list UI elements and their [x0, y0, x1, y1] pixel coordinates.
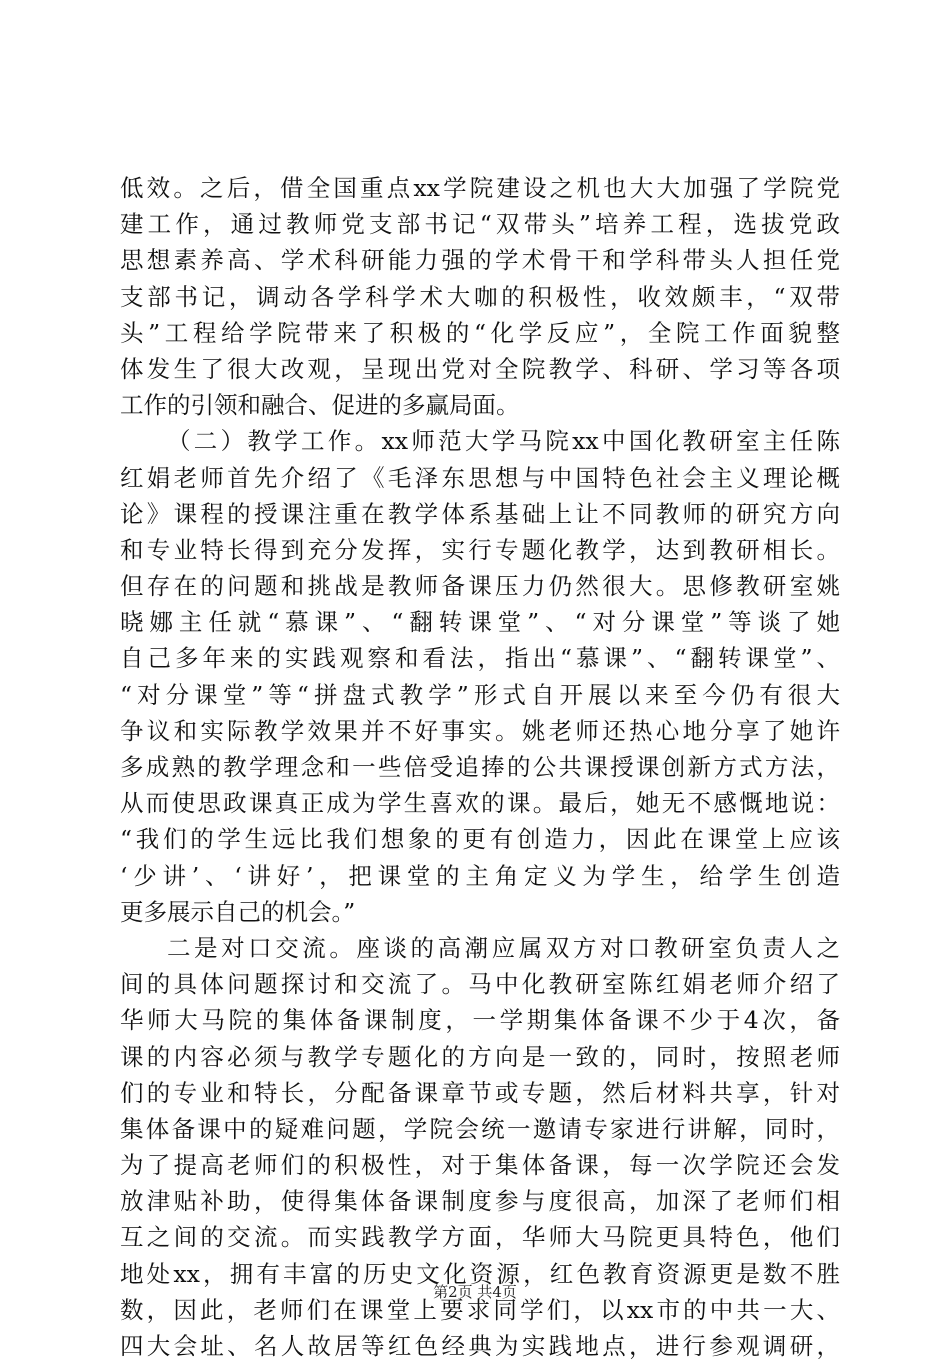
text-line: 低效。之后，借全国重点xx学院建设之机也大大加强了学院党: [120, 174, 840, 202]
text-line: 更多展示自己的机会。”: [120, 897, 356, 926]
text-line: 地处xx，拥有丰富的历史文化资源，红色教育资源更是数不胜: [120, 1259, 840, 1288]
text-line: 建工作，通过教师党支部书记“双带头”培养工程，选拔党政: [120, 210, 840, 239]
text-line: 互之间的交流。而实践教学方面，华师大马院更具特色，他们: [120, 1223, 840, 1252]
text-line: 工作的引领和融合、促进的多赢局面。: [120, 391, 520, 420]
text-line: 思想素养高、学术科研能力强的学术骨干和学科带头人担任党: [120, 246, 840, 275]
text-line: 们的专业和特长，分配备课章节或专题，然后材料共享，针对: [120, 1078, 840, 1107]
text-line: 华师大马院的集体备课制度，一学期集体备课不少于4次，备: [120, 1006, 840, 1035]
text-line: 多成熟的教学理念和一些倍受追捧的公共课授课创新方式方法，: [120, 753, 840, 781]
text-line: 放津贴补助，使得集体备课制度参与度很高，加深了老师们相: [120, 1187, 840, 1216]
text-line: 自己多年来的实践观察和看法，指出“慕课”、“翻转课堂”、: [120, 644, 840, 673]
page-footer: 第2页 共4页: [433, 1283, 517, 1301]
text-line: 间的具体问题探讨和交流了。马中化教研室陈红娟老师介绍了: [120, 970, 840, 999]
text-line: 头”工程给学院带来了积极的“化学反应”，全院工作面貌整: [120, 318, 840, 347]
body-text: [120, 170, 840, 1364]
text-line: 课的内容必须与教学专题化的方向是一致的，同时，按照老师: [120, 1042, 840, 1071]
text-line: 和专业特长得到充分发挥，实行专题化教学，达到教研相长。: [120, 535, 840, 564]
text-line: 从而使思政课真正成为学生喜欢的课。最后，她无不感慨地说：: [120, 789, 840, 818]
text-line: 集体备课中的疑难问题，学院会统一邀请专家进行讲解，同时，: [120, 1114, 840, 1143]
text-line: 支部书记，调动各学科学术大咖的积极性，收效颇丰，“双带: [120, 282, 840, 311]
text-line: 四大会址、名人故居等红色经典为实践地点，进行参观调研，: [120, 1332, 840, 1360]
text-line: 但存在的问题和挑战是教师备课压力仍然很大。思修教研室姚: [120, 572, 840, 601]
text-line: 晓娜主任就“慕课”、“翻转课堂”、“对分课堂”等谈了她: [120, 608, 840, 637]
text-line: （二）教学工作。xx师范大学马院xx中国化教研室主任陈: [167, 427, 840, 456]
text-line: 论》课程的授课注重在教学体系基础上让不同教师的研究方向: [120, 499, 840, 528]
text-line: 争议和实际教学效果并不好事实。姚老师还热心地分享了她许: [120, 716, 840, 745]
text-line: ‘少讲’、‘讲好’，把课堂的主角定义为学生，给学生创造: [120, 861, 840, 890]
text-line: 体发生了很大改观，呈现出党对全院教学、科研、学习等各项: [120, 354, 840, 383]
text-line: “我们的学生远比我们想象的更有创造力，因此在课堂上应该: [120, 825, 840, 854]
text-line: 二是对口交流。座谈的高潮应属双方对口教研室负责人之: [167, 933, 840, 962]
text-line: “对分课堂”等“拼盘式教学”形式自开展以来至今仍有很大: [120, 680, 840, 709]
text-line: 红娟老师首先介绍了《毛泽东思想与中国特色社会主义理论概: [120, 463, 840, 492]
text-line: 数，因此，老师们在课堂上要求同学们，以xx市的中共一大、: [120, 1295, 840, 1324]
text-line: 为了提高老师们的积极性，对于集体备课，每一次学院还会发: [120, 1151, 840, 1180]
